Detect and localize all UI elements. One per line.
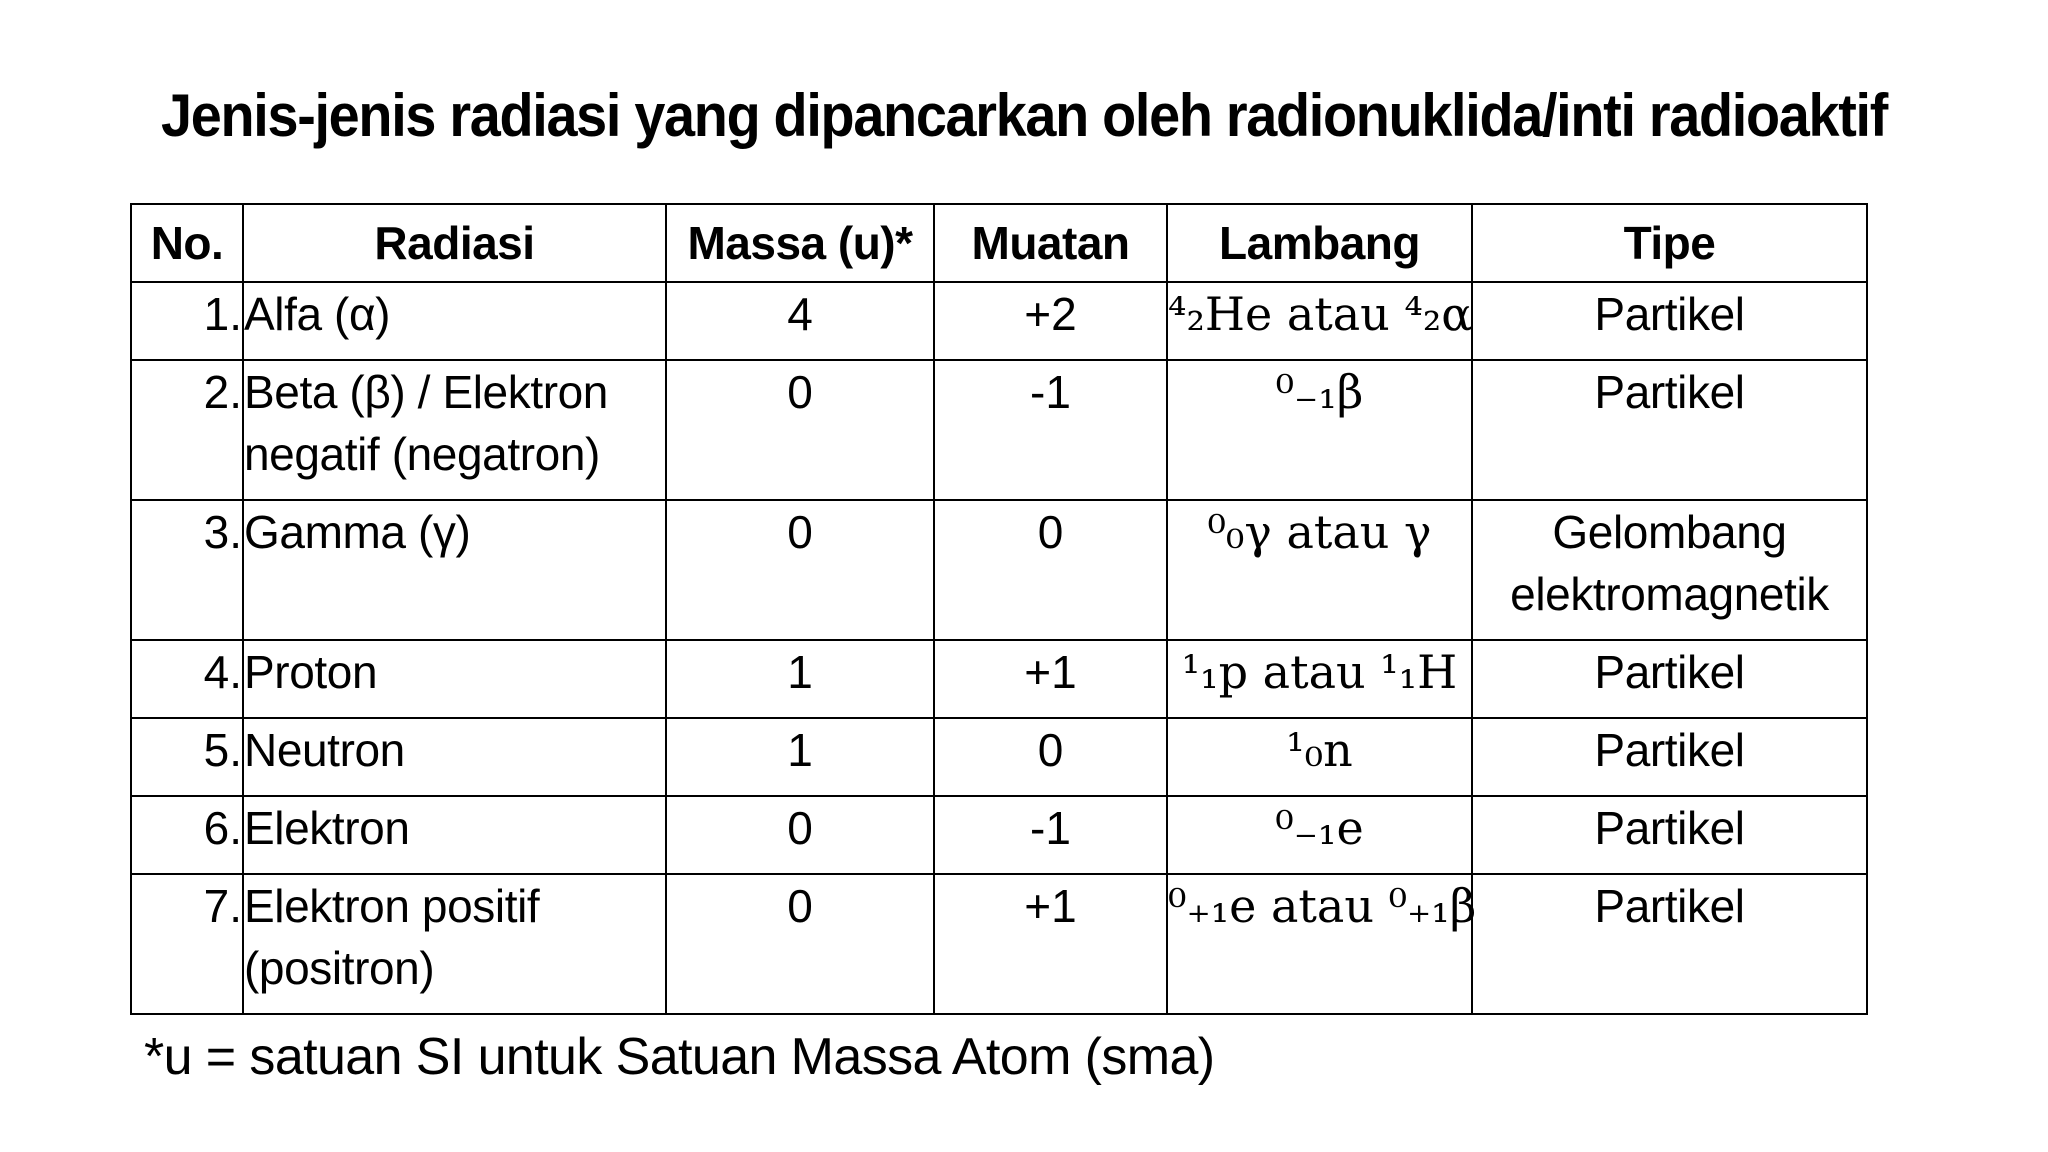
cell-no: 6. <box>131 796 243 874</box>
cell-lambang: ⁰₋₁e <box>1167 796 1472 874</box>
cell-lambang: ⁴₂He atau ⁴₂α <box>1167 282 1472 360</box>
cell-lambang: ¹₀n <box>1167 718 1472 796</box>
cell-massa: 1 <box>666 718 934 796</box>
header-massa: Massa (u)* <box>666 204 934 282</box>
cell-muatan: 0 <box>934 718 1167 796</box>
cell-lambang: ⁰₀γ atau γ <box>1167 500 1472 640</box>
cell-massa: 1 <box>666 640 934 718</box>
table-row <box>131 500 1867 640</box>
header-no: No. <box>131 204 243 282</box>
cell-tipe: Partikel <box>1472 360 1867 500</box>
cell-lambang: ⁰₋₁β <box>1167 360 1472 500</box>
table-row <box>131 360 1867 500</box>
cell-muatan: +1 <box>934 874 1167 1014</box>
cell-no: 7. <box>131 874 243 1014</box>
header-muatan: Muatan <box>934 204 1167 282</box>
cell-tipe: Gelombang elektromagnetik <box>1472 500 1867 640</box>
header-radiasi: Radiasi <box>243 204 666 282</box>
cell-radiasi: Elektron positif (positron) <box>243 874 666 1014</box>
cell-lambang: ¹₁p atau ¹₁H <box>1167 640 1472 718</box>
table-row <box>131 874 1867 1014</box>
cell-radiasi: Beta (β) / Elektron negatif (negatron) <box>243 360 666 500</box>
cell-tipe: Partikel <box>1472 874 1867 1014</box>
cell-no: 3. <box>131 500 243 640</box>
cell-muatan: -1 <box>934 796 1167 874</box>
cell-tipe: Partikel <box>1472 640 1867 718</box>
cell-muatan: +2 <box>934 282 1167 360</box>
cell-tipe: Partikel <box>1472 282 1867 360</box>
header-tipe: Tipe <box>1472 204 1867 282</box>
cell-radiasi: Neutron <box>243 718 666 796</box>
cell-tipe: Partikel <box>1472 718 1867 796</box>
cell-muatan: +1 <box>934 640 1167 718</box>
page-title: Jenis-jenis radiasi yang dipancarkan oleh radionuklida/inti radioaktif <box>161 82 1887 149</box>
cell-no: 1. <box>131 282 243 360</box>
cell-radiasi: Elektron <box>243 796 666 874</box>
cell-massa: 4 <box>666 282 934 360</box>
footnote: *u = satuan SI untuk Satuan Massa Atom (sma) <box>144 1028 1215 1086</box>
table-header-row <box>131 204 1867 282</box>
cell-radiasi: Proton <box>243 640 666 718</box>
table-row <box>131 796 1867 874</box>
table-row <box>131 640 1867 718</box>
radiation-table <box>130 203 1868 1015</box>
table-row <box>131 718 1867 796</box>
cell-massa: 0 <box>666 500 934 640</box>
table-row <box>131 282 1867 360</box>
cell-massa: 0 <box>666 360 934 500</box>
header-lambang: Lambang <box>1167 204 1472 282</box>
cell-massa: 0 <box>666 874 934 1014</box>
cell-massa: 0 <box>666 796 934 874</box>
cell-no: 4. <box>131 640 243 718</box>
cell-muatan: -1 <box>934 360 1167 500</box>
cell-radiasi: Alfa (α) <box>243 282 666 360</box>
cell-radiasi: Gamma (γ) <box>243 500 666 640</box>
cell-tipe: Partikel <box>1472 796 1867 874</box>
cell-muatan: 0 <box>934 500 1167 640</box>
cell-no: 2. <box>131 360 243 500</box>
cell-no: 5. <box>131 718 243 796</box>
cell-lambang: ⁰₊₁e atau ⁰₊₁β <box>1167 874 1472 1014</box>
